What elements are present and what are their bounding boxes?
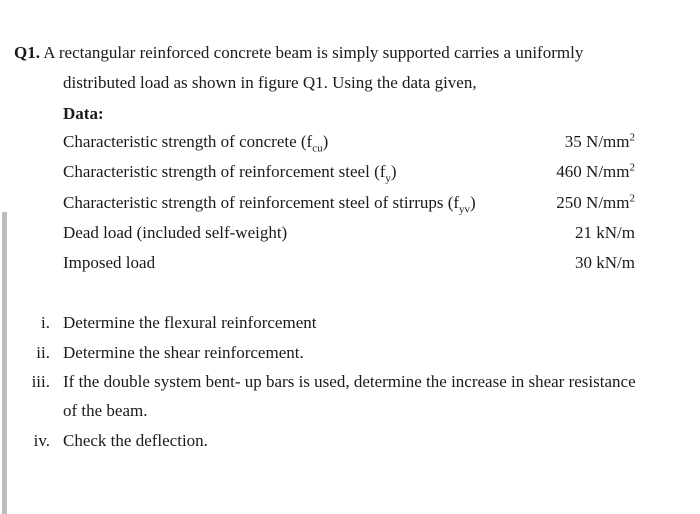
data-value: 250 $N/mm^2$ xyxy=(556,192,635,212)
question-line-1 xyxy=(14,38,674,67)
data-value: 30 kN/m xyxy=(575,253,635,272)
task-number: iii. xyxy=(31,372,50,391)
data-label: Dead load (included self-weight) xyxy=(63,223,288,242)
data-row-imposed-load xyxy=(63,248,635,278)
task-text: of the beam. xyxy=(63,401,148,420)
question-number: Q1. xyxy=(14,43,40,62)
left-margin-bar xyxy=(2,212,7,514)
task-text: Determine the shear reinforcement. xyxy=(63,343,304,362)
data-value: 35 $N/mm^2$ xyxy=(564,131,635,151)
task-number: iv. xyxy=(33,431,50,450)
data-label: Imposed load xyxy=(63,253,156,272)
data-row-fy xyxy=(63,157,635,187)
data-label: Characteristic strength of reinforcement steel $(f_y)$ xyxy=(63,162,397,185)
data-row-dead-load xyxy=(63,218,635,248)
data-title: Data: xyxy=(63,104,104,123)
data-value: 460 $N/mm^2$ xyxy=(556,161,635,181)
task-number: ii. xyxy=(36,343,50,362)
question-line-2: distributed load as shown in figure Q1. Using the data given, xyxy=(63,73,477,92)
task-number: i. xyxy=(41,313,50,332)
task-text: Determine the flexural reinforcement xyxy=(63,313,317,332)
data-row-fyv xyxy=(63,188,635,218)
data-value: 21 kN/m xyxy=(575,223,635,242)
data-row-fcu xyxy=(63,127,635,157)
task-text: If the double system bent- up bars is used, determine the increase in shear resistance xyxy=(63,372,636,391)
data-label: Characteristic strength of reinforcement steel of stirrups $(f_{yv})$ xyxy=(63,193,476,216)
task-text: Check the deflection. xyxy=(63,431,208,450)
data-label: Characteristic strength of concrete $(f_{cu})$ xyxy=(63,132,329,155)
question-text-1: A rectangular reinforced concrete beam is simply supported carries a uniformly xyxy=(43,43,584,62)
